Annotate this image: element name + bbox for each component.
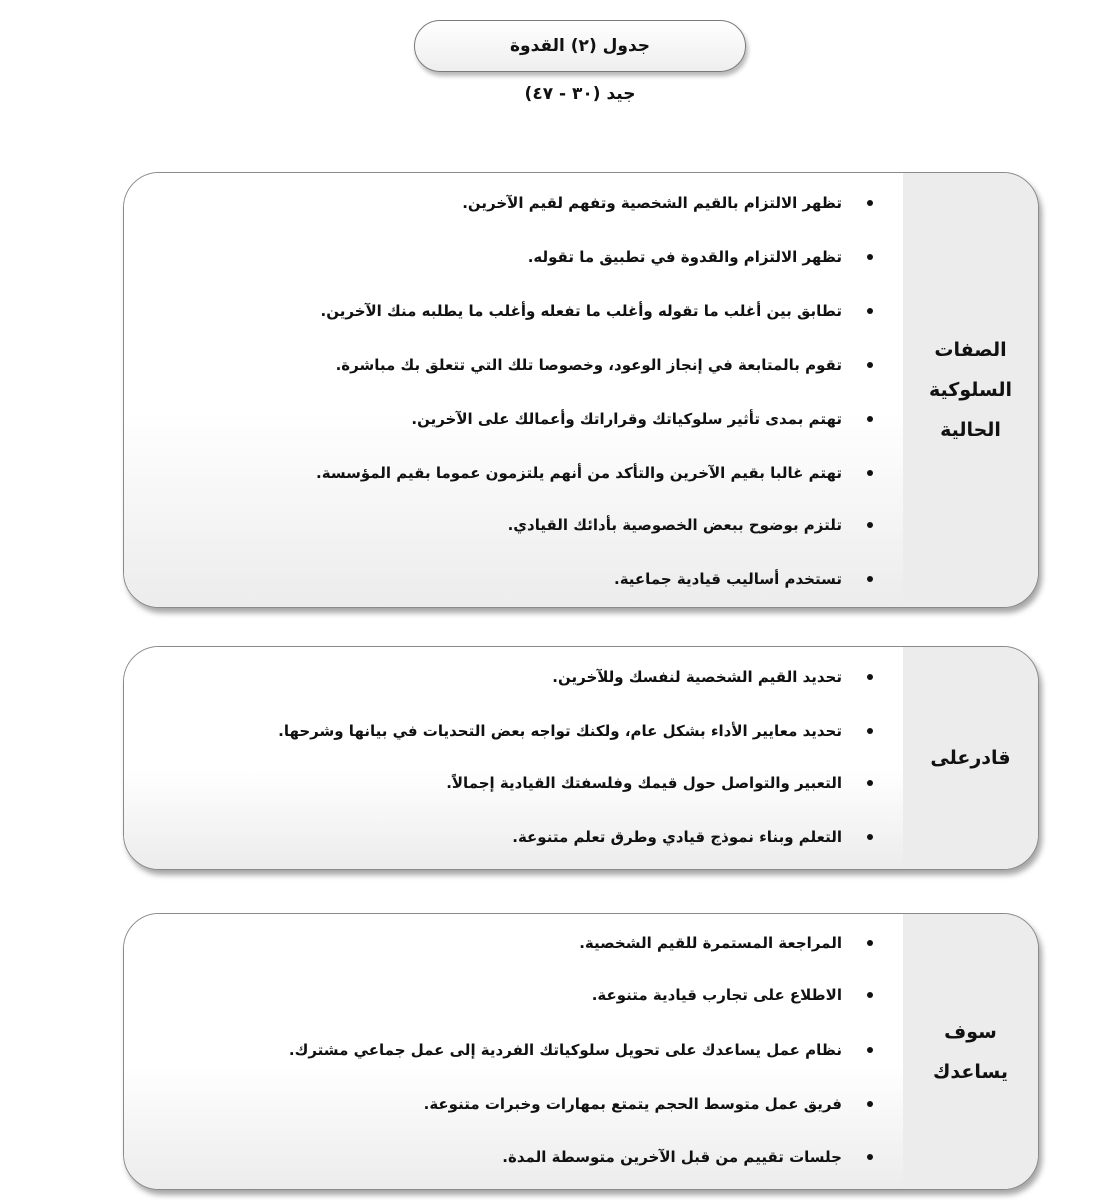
section-label-text: سوف يساعدك xyxy=(933,1020,1008,1083)
list-item: تظهر الالتزام والقدوة في تطبيق ما تقوله. xyxy=(124,245,903,269)
list-item: المراجعة المستمرة للقيم الشخصية. xyxy=(124,931,903,955)
list-item: تهتم غالبا بقيم الآخرين والتأكد من أنهم يلتزمون عموما بقيم المؤسسة. xyxy=(124,461,903,485)
bullet-dot-icon xyxy=(867,834,873,840)
list-item: تهتم بمدى تأثير سلوكياتك وقراراتك وأعمالك على الآخرين. xyxy=(124,407,903,431)
table-title-pill xyxy=(414,20,746,72)
section-able-to xyxy=(123,646,1039,870)
rating-subtitle: جيد (٣٠ - ٤٧) xyxy=(524,84,636,104)
bullet-dot-icon xyxy=(867,940,873,946)
list-item: جلسات تقييم من قبل الآخرين متوسطة المدة. xyxy=(124,1145,903,1169)
section-label xyxy=(903,647,1038,869)
list-item: التعلم وبناء نموذج قيادي وطرق تعلم متنوعة. xyxy=(124,825,903,849)
bullet-dot-icon xyxy=(867,200,873,206)
section-label-text: الصفات السلوكية الحالية xyxy=(929,339,1012,441)
section-body xyxy=(124,914,903,1189)
list-item: تطابق بين أغلب ما تقوله وأغلب ما تفعله وأغلب ما يطلبه منك الآخرين. xyxy=(124,299,903,323)
bullet-dot-icon xyxy=(867,1101,873,1107)
list-item: التعبير والتواصل حول قيمك وفلسفتك القيادية إجمالاً. xyxy=(124,771,903,795)
list-item: تستخدم أساليب قيادية جماعية. xyxy=(124,567,903,591)
bullet-dot-icon xyxy=(867,576,873,582)
section-label-text: قادرعلى xyxy=(930,747,1011,769)
bullet-dot-icon xyxy=(867,362,873,368)
bullet-dot-icon xyxy=(867,992,873,998)
bullet-dot-icon xyxy=(867,780,873,786)
bullet-dot-icon xyxy=(867,416,873,422)
list-item: نظام عمل يساعدك على تحويل سلوكياتك الفردية إلى عمل جماعي مشترك. xyxy=(124,1038,903,1062)
bullet-dot-icon xyxy=(867,522,873,528)
bullet-dot-icon xyxy=(867,254,873,260)
section-body xyxy=(124,647,903,869)
bullet-dot-icon xyxy=(867,470,873,476)
section-will-help xyxy=(123,913,1039,1190)
bullet-dot-icon xyxy=(867,728,873,734)
section-label xyxy=(903,914,1038,1189)
section-current-behaviors xyxy=(123,172,1039,608)
list-item: تقوم بالمتابعة في إنجاز الوعود، وخصوصا تلك التي تتعلق بك مباشرة. xyxy=(124,353,903,377)
list-item: تظهر الالتزام بالقيم الشخصية وتفهم لقيم الآخرين. xyxy=(124,191,903,215)
list-item: تحديد معايير الأداء بشكل عام، ولكنك تواجه بعض التحديات في بيانها وشرحها. xyxy=(124,719,903,743)
list-item: تلتزم بوضوح ببعض الخصوصية بأدائك القيادي. xyxy=(124,513,903,537)
bullet-dot-icon xyxy=(867,674,873,680)
bullet-dot-icon xyxy=(867,308,873,314)
bullet-dot-icon xyxy=(867,1047,873,1053)
table-title: جدول (٢) القدوة xyxy=(509,36,651,56)
section-label xyxy=(903,173,1038,607)
list-item: الاطلاع على تجارب قيادية متنوعة. xyxy=(124,983,903,1007)
list-item: تحديد القيم الشخصية لنفسك وللآخرين. xyxy=(124,665,903,689)
bullet-dot-icon xyxy=(867,1154,873,1160)
section-body xyxy=(124,173,903,607)
list-item: فريق عمل متوسط الحجم يتمتع بمهارات وخبرات متنوعة. xyxy=(124,1092,903,1116)
